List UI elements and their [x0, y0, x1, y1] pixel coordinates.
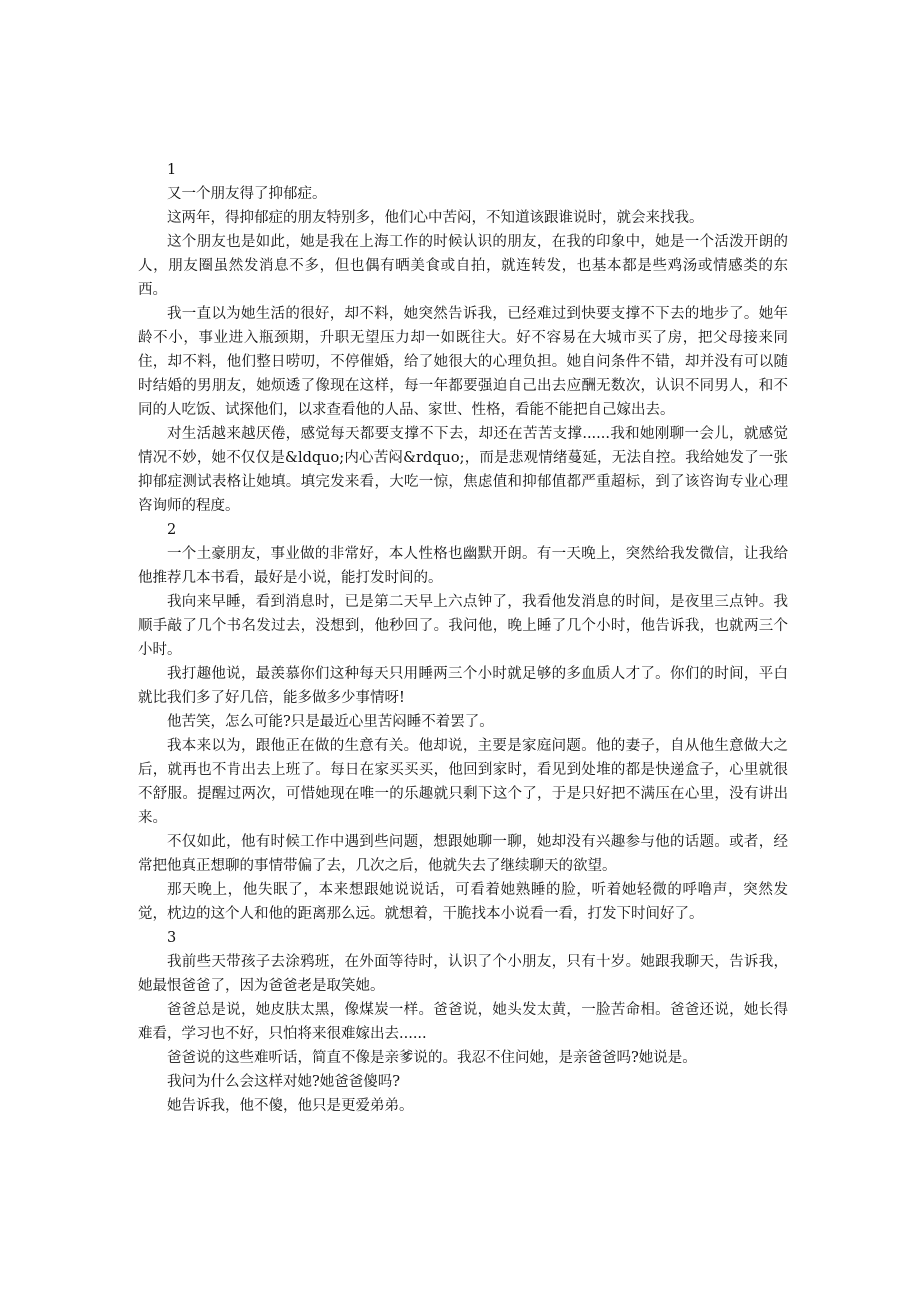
paragraph: 这两年，得抑郁症的朋友特别多，他们心中苦闷，不知道该跟谁说时，就会来找我。	[167, 210, 704, 226]
paragraph: 我向来早睡，看到消息时，已是第二天早上六点钟了，我看他发消息的时间，是夜里三点钟。我顺手敲了几个书名发过去，没想到，他秒回了。我问他，晚上睡了几个小时，他告诉我，也就两三个小时。	[138, 594, 788, 658]
section-number: 3	[167, 930, 177, 946]
paragraph: 我打趣他说，最羡慕你们这种每天只用睡两三个小时就足够的多血质人才了。你们的时间，平白就比我们多了好几倍，能多做多少事情呀!	[138, 666, 788, 706]
paragraph: 我问为什么会这样对她?她爸爸傻吗?	[167, 1074, 401, 1090]
paragraph: 她告诉我，他不傻，他只是更爱弟弟。	[167, 1098, 414, 1114]
paragraph: 我一直以为她生活的很好，却不料，她突然告诉我，已经难过到快要支撑不下去的地步了。她年龄不小，事业进入瓶颈期，升职无望压力却一如既往大。好不容易在大城市买了房，把父母接来同住，却不料，他们整日唠叨，不停催婚，给了她很大的心理负担。她自问条件不错，却并没有可以随时结婚的男朋友，她烦透了像现在这样，每一年都要强迫自己出去应酬无数次，认识不同男人，和不同的人吃饭、试探他们，以求查看他的人品、家世、性格，看能不能把自己嫁出去。	[138, 306, 788, 418]
paragraph: 不仅如此，他有时候工作中遇到些问题，想跟她聊一聊，她却没有兴趣参与他的话题。或者，经常把他真正想聊的事情带偏了去，几次之后，他就失去了继续聊天的欲望。	[138, 834, 788, 874]
paragraph: 爸爸说的这些难听话，简直不像是亲爹说的。我忍不住问她，是亲爸爸吗?她说是。	[167, 1050, 697, 1066]
paragraph: 我前些天带孩子去涂鸦班，在外面等待时，认识了个小朋友，只有十岁。她跟我聊天，告诉我，她最恨爸爸了，因为爸爸老是取笑她。	[138, 954, 788, 994]
paragraph: 又一个朋友得了抑郁症。	[167, 186, 327, 202]
section-number: 1	[167, 162, 177, 178]
section-number: 2	[167, 522, 177, 538]
paragraph: 那天晚上，他失眠了，本来想跟她说说话，可看着她熟睡的脸，听着她轻微的呼噜声，突然发觉，枕边的这个人和他的距离那么远。就想着，干脆找本小说看一看，打发下时间好了。	[138, 882, 788, 922]
document-page	[138, 158, 788, 1118]
paragraph: 这个朋友也是如此，她是我在上海工作的时候认识的朋友，在我的印象中，她是一个活泼开朗的人，朋友圈虽然发消息不多，但也偶有晒美食或自拍，就连转发，也基本都是些鸡汤或情感类的东西。	[138, 234, 788, 298]
paragraph: 一个土豪朋友，事业做的非常好，本人性格也幽默开朗。有一天晚上，突然给我发微信，让我给他推荐几本书看，最好是小说，能打发时间的。	[138, 546, 788, 586]
paragraph: 爸爸总是说，她皮肤太黑，像煤炭一样。爸爸说，她头发太黄，一脸苦命相。爸爸还说，她长得难看，学习也不好，只怕将来很难嫁出去......	[138, 1002, 788, 1042]
paragraph: 我本来以为，跟他正在做的生意有关。他却说，主要是家庭问题。他的妻子，自从他生意做大之后，就再也不肯出去上班了。每日在家买买买，他回到家时，看见到处堆的都是快递盒子，心里就很不舒服。提醒过两次，可惜她现在唯一的乐趣就只剩下这个了，于是只好把不满压在心里，没有讲出来。	[138, 738, 788, 826]
paragraph: 对生活越来越厌倦，感觉每天都要支撑不下去，却还在苦苦支撑......我和她刚聊一会儿，就感觉情况不妙，她不仅仅是&ldquo;内心苦闷&rdquo;，而是悲观情绪蔓延，无法自控。我给她发了一张抑郁症测试表格让她填。填完发来看，大吃一惊，焦虑值和抑郁值都严重超标，到了该咨询专业心理咨询师的程度。	[138, 426, 788, 514]
paragraph: 他苦笑，怎么可能?只是最近心里苦闷睡不着罢了。	[167, 714, 494, 730]
